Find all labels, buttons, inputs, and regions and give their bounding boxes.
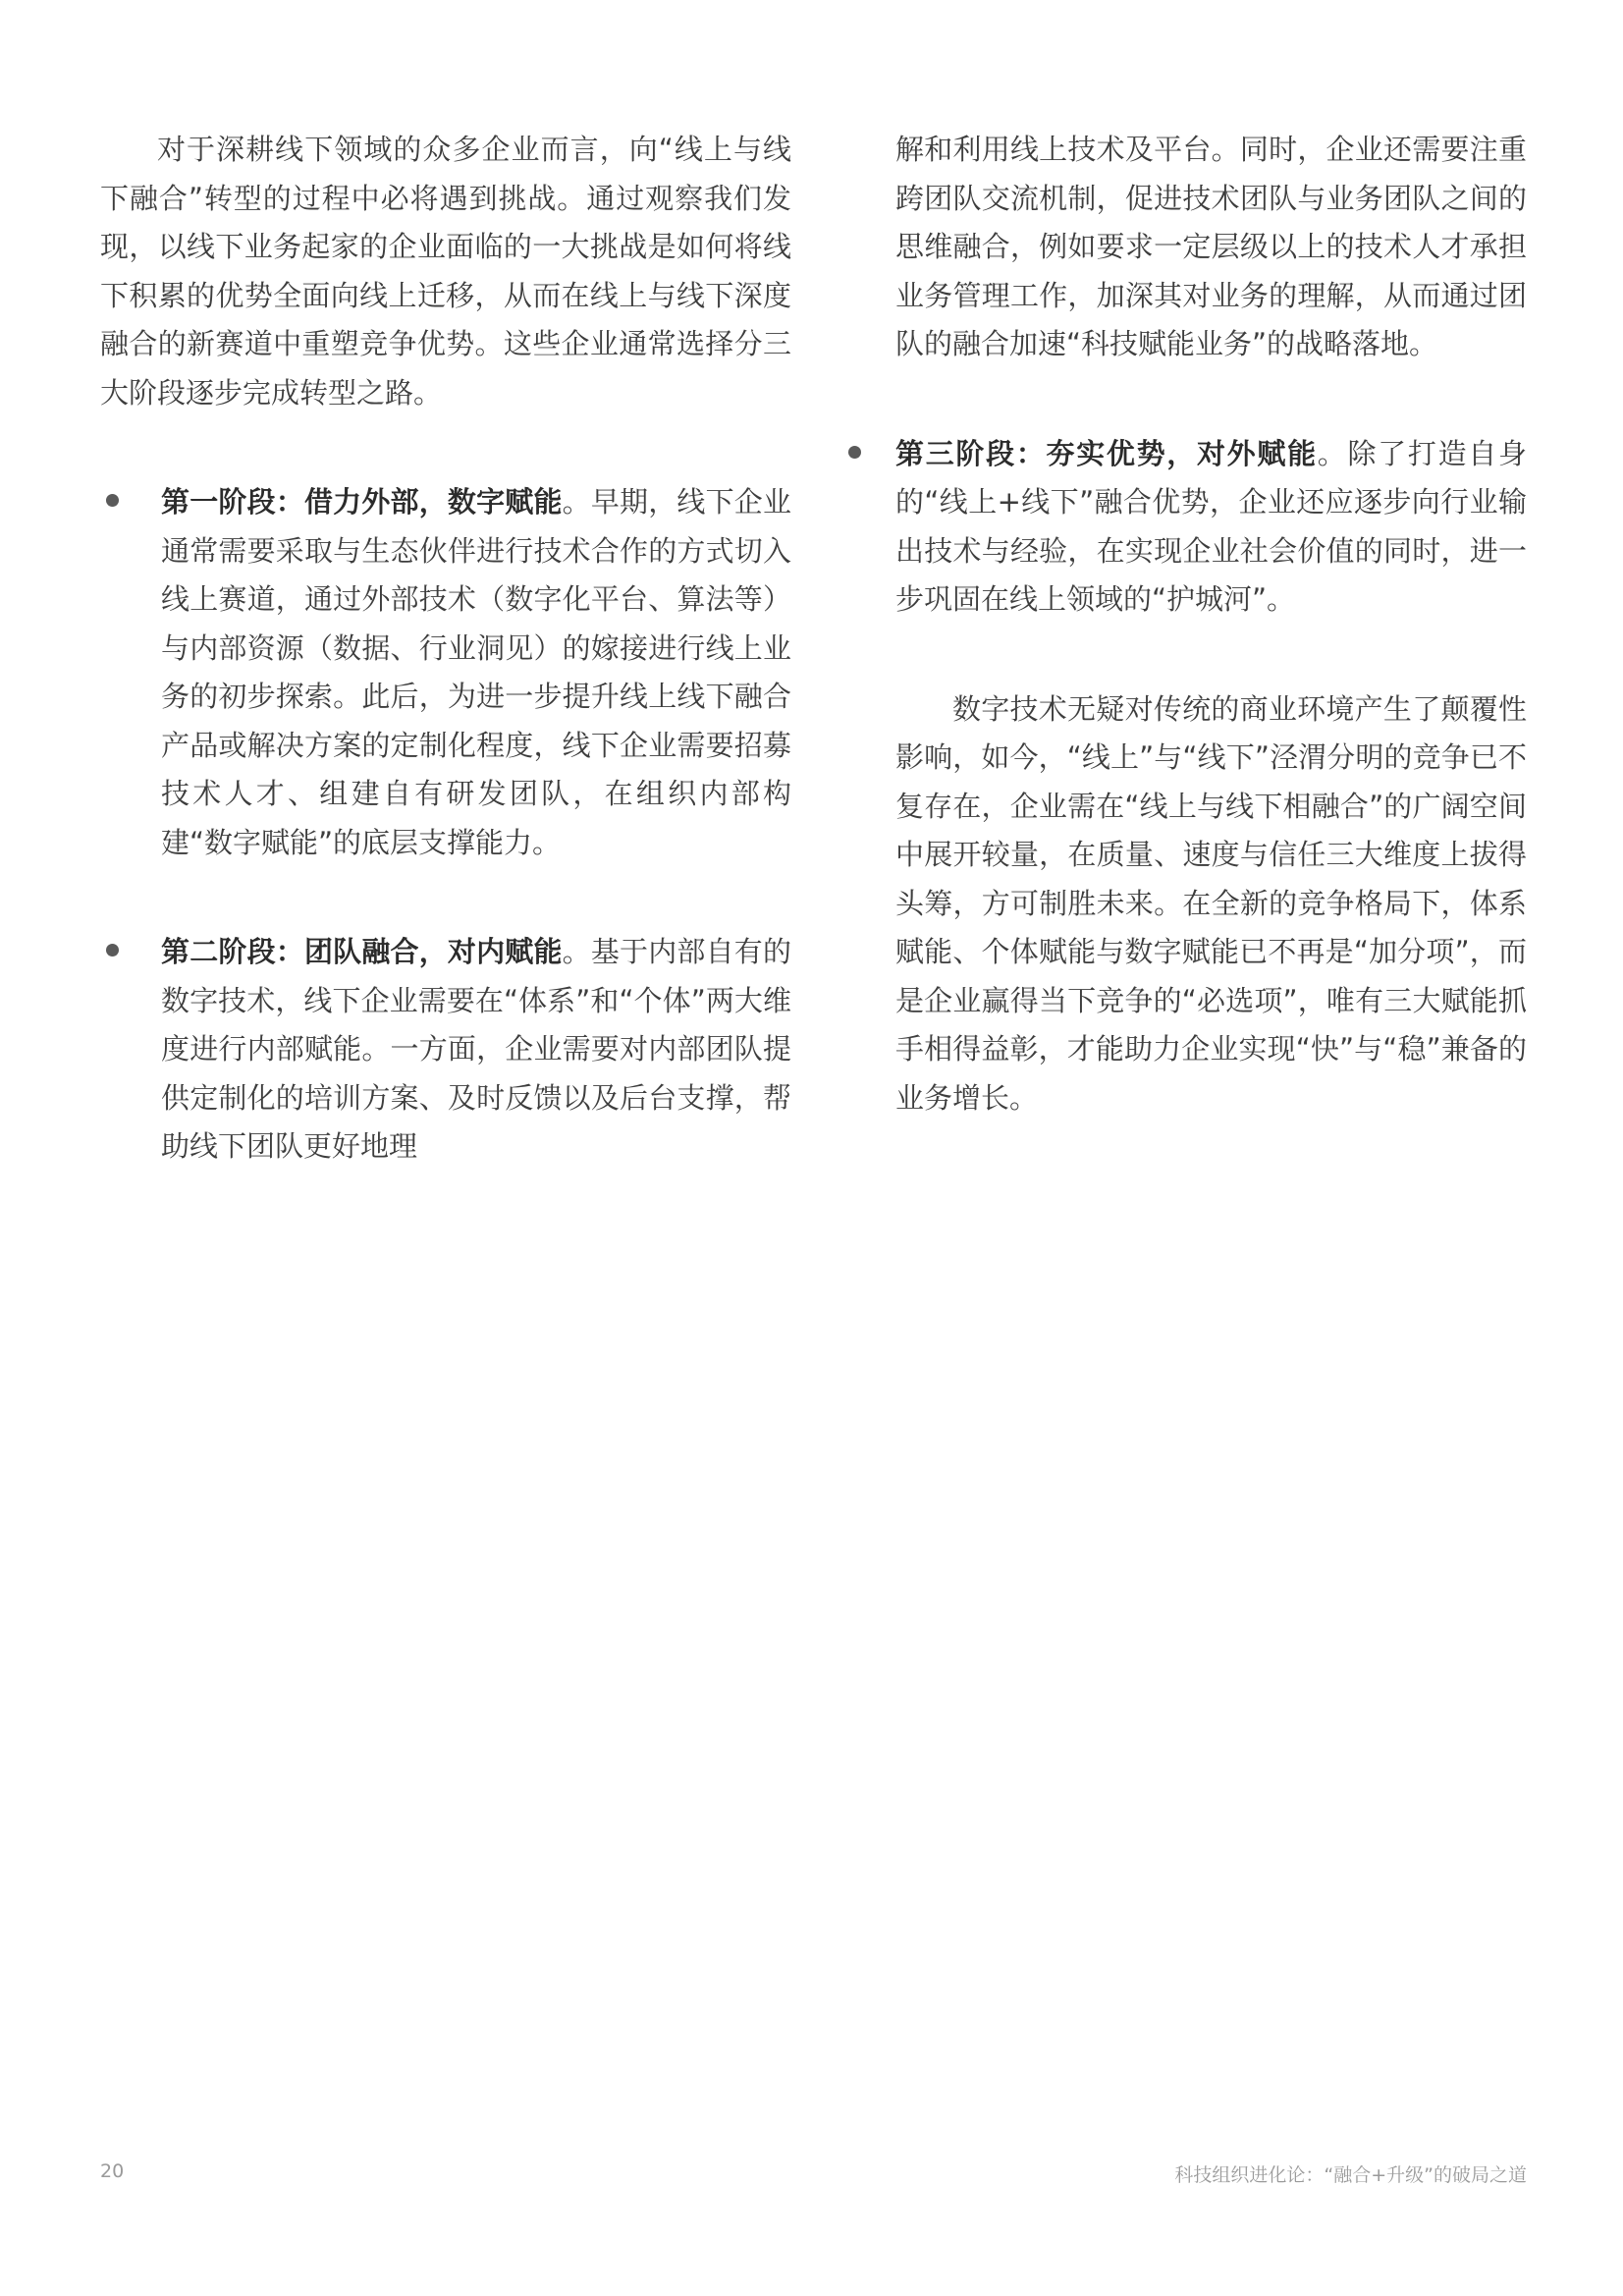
page-number: 20	[100, 2160, 125, 2182]
stage-3-body: 。除了打造自身的“线上+线下”融合优势，企业还应逐步向行业输出技术与经验，在实现企业社会价值的同时，进一步巩固在线上领域的“护城河”。	[895, 436, 1527, 616]
document-title: 科技组织进化论：“融合+升级”的破局之道	[1174, 2164, 1527, 2186]
stage-2-item	[100, 928, 791, 1172]
right-column	[895, 126, 1527, 1122]
stage-1-text	[161, 478, 791, 867]
stage-1-body: 。早期，线下企业通常需要采取与生态伙伴进行技术合作的方式切入线上赛道，通过外部技术（数字化平台、算法等）与内部资源（数据、行业洞见）的嫁接进行线上业务的初步探索。此后，为进一步提升线上线下融合产品或解决方案的定制化程度，线下企业需要招募技术人才、组建自有研发团队，在组织内部构建“数字赋能”的底层支撑能力。	[161, 485, 791, 859]
conclusion-paragraph: 数字技术无疑对传统的商业环境产生了颠覆性影响，如今，“线上”与“线下”泾渭分明的竞争已不复存在，企业需在“线上与线下相融合”的广阔空间中展开较量，在质量、速度与信任三大维度上拔得头筹，方可制胜未来。在全新的竞争格局下，体系赋能、个体赋能与数字赋能已不再是“加分项”，而是企业赢得当下竞争的“必选项”，唯有三大赋能抓手相得益彰，才能助力企业实现“快”与“稳”兼备的业务增长。	[895, 691, 1527, 1115]
stage-1-item	[100, 478, 791, 867]
bullet-dot-icon	[848, 446, 861, 459]
bullet-dot-icon	[106, 494, 119, 507]
stage-3-heading: 第三阶段：夯实优势，对外赋能	[895, 436, 1318, 470]
stage-3-text	[895, 430, 1527, 625]
stage-2-heading: 第二阶段：团队融合，对内赋能	[161, 935, 563, 968]
stage-2-text	[161, 928, 791, 1172]
stage-2-body: 。基于内部自有的数字技术，线下企业需要在“体系”和“个体”两大维度进行内部赋能。一方面，企业需要对内部团队提供定制化的培训方案、及时反馈以及后台支撑，帮助线下团队更好地理	[161, 935, 791, 1163]
intro-paragraph: 对于深耕线下领域的众多企业而言，向“线上与线下融合”转型的过程中必将遇到挑战。通过观察我们发现，以线下业务起家的企业面临的一大挑战是如何将线下积累的优势全面向线上迁移，从而在线上与线下深度融合的新赛道中重塑竞争优势。这些企业通常选择分三大阶段逐步完成转型之路。	[100, 133, 791, 410]
stage-1-heading: 第一阶段：借力外部，数字赋能	[161, 485, 563, 519]
stage-2-continued: 解和利用线上技术及平台。同时，企业还需要注重跨团队交流机制，促进技术团队与业务团队之间的思维融合，例如要求一定层级以上的技术人才承担业务管理工作，加深其对业务的理解，从而通过团队的融合加速“科技赋能业务”的战略落地。	[895, 133, 1527, 360]
bullet-dot-icon	[106, 944, 119, 957]
stage-3-item	[895, 430, 1527, 625]
left-column	[100, 126, 791, 1172]
